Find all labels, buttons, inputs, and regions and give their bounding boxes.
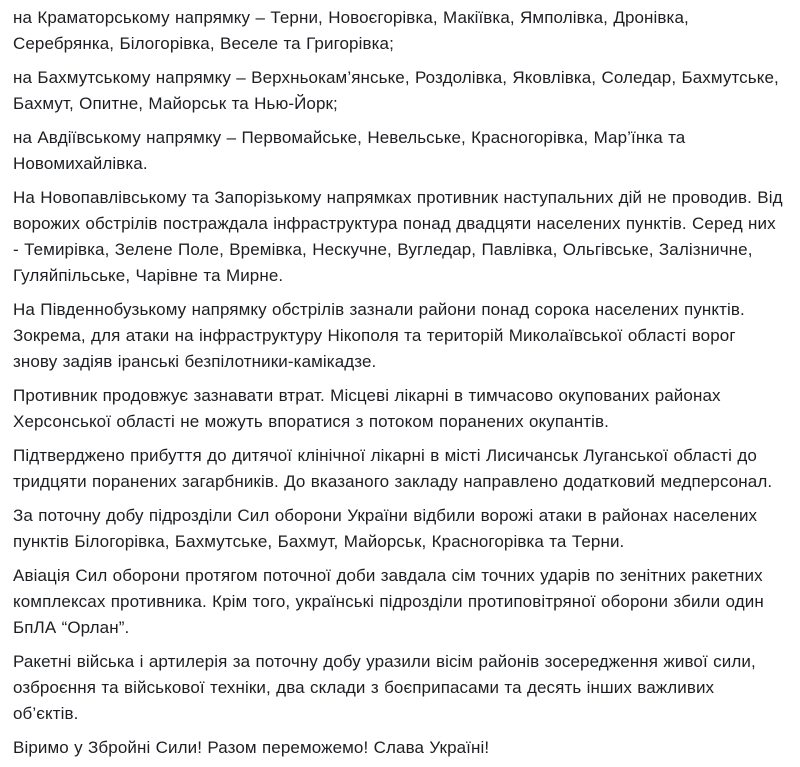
report-paragraph: на Авдіївському напрямку – Первомайське, Невельське, Красногорівка, Мар’їнка та Новомихайлівка.: [13, 128, 686, 173]
report-paragraph: За поточну добу підрозділи Сил оборони України відбили ворожі атаки в районах населених пунктів Білогорівка, Бахмутське, Бахмут, Майорськ, Красногорівка та Терни.: [13, 506, 758, 551]
report-paragraph: Ракетні війська і артилерія за поточну добу уразили вісім районів зосередження живої сили, озброєння та військової техніки, два склади з боєприпасами та десять інших важливих об’єктів.: [13, 652, 756, 723]
report-paragraph: Підтверджено прибуття до дитячої клінічної лікарні в місті Лисичанськ Луганської області до тридцяти поранених загарбників. До вказаного закладу направлено додатковий медперсонал.: [13, 446, 773, 491]
report-paragraph: Віримо у Збройні Сили! Разом переможемо! Слава Україні!: [13, 738, 490, 757]
report-paragraph: на Бахмутському напрямку – Верхньокам’янське, Роздолівка, Яковлівка, Соледар, Бахмутське, Бахмут, Опитне, Майорськ та Нью-Йорк;: [13, 68, 779, 113]
report-paragraph: Противник продовжує зазнавати втрат. Місцеві лікарні в тимчасово окупованих районах Херсонської області не можуть впоратися з потоком поранених окупантів.: [13, 386, 721, 431]
report-paragraph: на Краматорському напрямку – Терни, Новоєгорівка, Макіївка, Ямполівка, Дронівка, Серебрянка, Білогорівка, Веселе та Григорівка;: [13, 8, 689, 53]
report-paragraph: На Новопавлівському та Запорізькому напрямках противник наступальних дій не проводив. Від ворожих обстрілів постраждала інфраструктура понад двадцяти населених пунктів. Серед них - Темирівка, Зелене Поле, Времівка, Нескучне, Вугледар, Павлівка, Ольгівське, Залізничне, Гуляйпільське, Чарівне та Мирне.: [13, 188, 783, 285]
report-paragraph: Авіація Сил оборони протягом поточної доби завдала сім точних ударів по зенітних ракетних комплексах противника. Крім того, українські підрозділи протиповітряної оборони збили один БпЛА “Орлан”.: [13, 566, 764, 637]
report-paragraph: На Південнобузькому напрямку обстрілів зазнали райони понад сорока населених пунктів. Зокрема, для атаки на інфраструктуру Нікополя та територій Миколаївської області ворог знову задіяв іранські безпілотники-камікадзе.: [13, 300, 745, 371]
